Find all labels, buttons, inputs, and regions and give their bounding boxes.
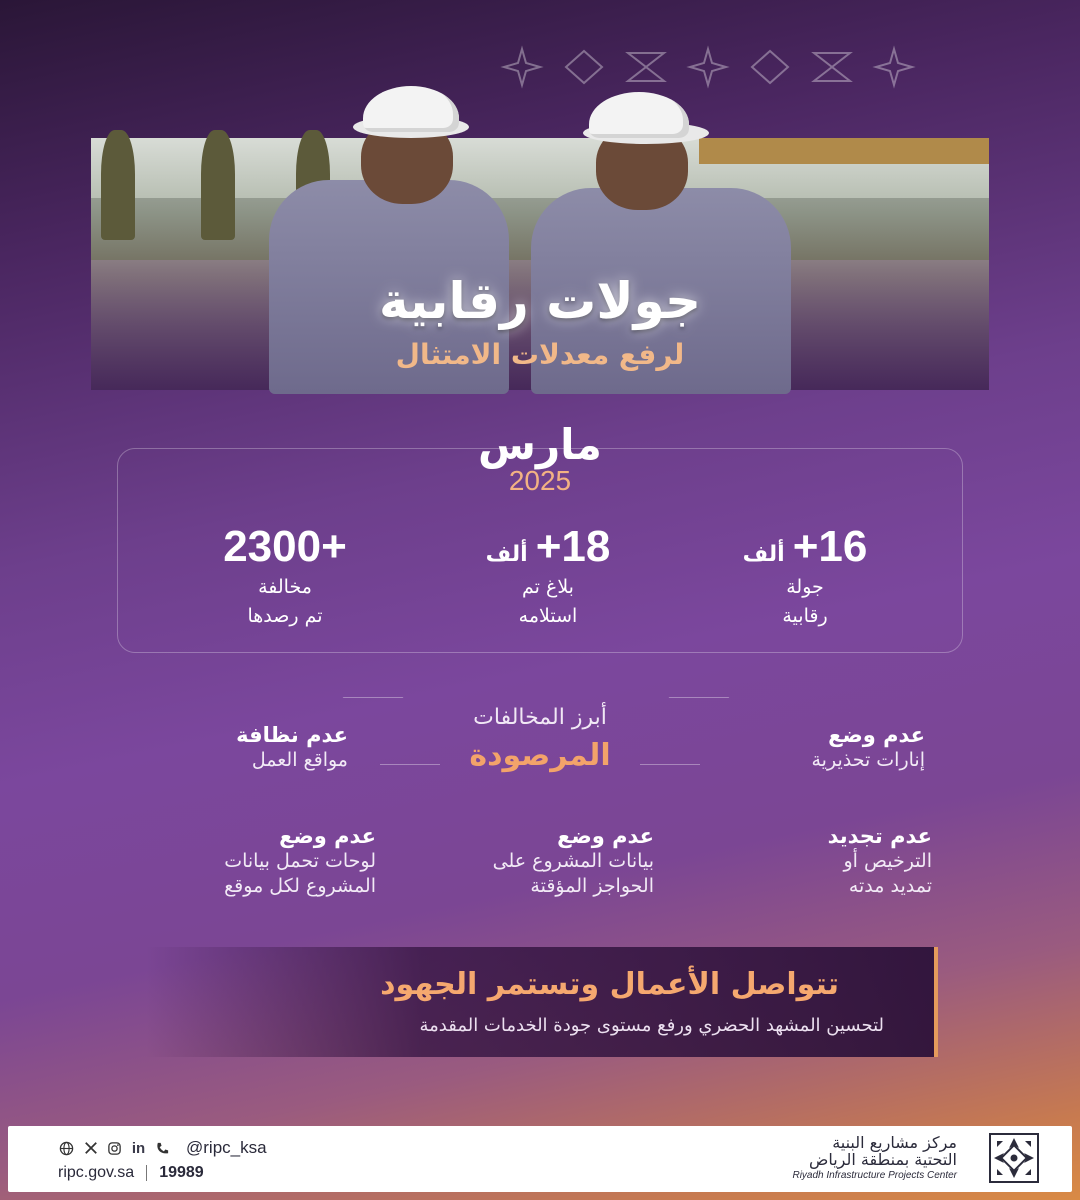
violation-desc: تمديد مدته bbox=[848, 875, 932, 897]
violation-desc: الحواجز المؤقتة bbox=[530, 875, 654, 897]
stat-value: 2300+ bbox=[223, 522, 347, 571]
violations-highlight: المرصودة bbox=[469, 738, 611, 773]
stat-value: +16 bbox=[792, 522, 868, 571]
stat-unit: ألف bbox=[485, 542, 528, 567]
linkedin-icon[interactable]: in bbox=[131, 1139, 146, 1157]
violation-item bbox=[665, 722, 925, 773]
stat-violations-detected bbox=[165, 522, 405, 630]
org-name-en: Riyadh Infrastructure Projects Center bbox=[792, 1170, 957, 1181]
violation-desc: مواقع العمل bbox=[251, 749, 348, 771]
pattern-hourglass-icon bbox=[810, 45, 854, 89]
pattern-diamond-icon bbox=[562, 45, 606, 89]
hero-subtitle: لرفع معدلات الامتثال bbox=[395, 338, 685, 371]
violation-item bbox=[88, 722, 348, 773]
stat-label: مخالفة bbox=[258, 576, 312, 598]
violation-item bbox=[672, 823, 932, 899]
photo-bridge bbox=[699, 138, 989, 164]
violation-desc: لوحات تحمل بيانات bbox=[224, 850, 376, 872]
instagram-icon[interactable] bbox=[106, 1140, 123, 1157]
social-handle[interactable]: @ripc_ksa bbox=[186, 1138, 267, 1157]
pattern-star-icon bbox=[872, 45, 916, 89]
website-link[interactable]: ripc.gov.sa bbox=[58, 1164, 135, 1181]
violation-desc: الترخيص أو bbox=[843, 850, 932, 872]
stat-reports-received bbox=[428, 522, 668, 630]
x-icon[interactable] bbox=[82, 1140, 99, 1157]
violation-desc: المشروع لكل موقع bbox=[224, 875, 376, 897]
stat-label: استلامه bbox=[518, 605, 578, 627]
stat-unit: ألف bbox=[742, 542, 785, 567]
violation-title: عدم وضع bbox=[557, 824, 654, 848]
violations-heading: أبرز المخالفات bbox=[473, 705, 607, 730]
stat-label: رقابية bbox=[782, 605, 828, 627]
stat-label: بلاغ تم bbox=[522, 576, 574, 598]
violation-title: عدم نظافة bbox=[236, 723, 348, 747]
phone-icon[interactable] bbox=[154, 1140, 171, 1157]
violation-title: عدم وضع bbox=[279, 824, 376, 848]
violation-title: عدم وضع bbox=[828, 723, 925, 747]
stat-value: +18 bbox=[535, 522, 611, 571]
violation-title: عدم تجديد bbox=[827, 824, 932, 848]
org-name bbox=[792, 1134, 957, 1181]
banner-title: تتواصل الأعمال وتستمر الجهود bbox=[380, 967, 839, 1002]
period-year: 2025 bbox=[508, 465, 572, 496]
hero-title: جولات رقابية bbox=[378, 272, 702, 330]
social-links bbox=[58, 1138, 267, 1158]
decorative-pattern bbox=[500, 44, 1000, 90]
pattern-star-icon bbox=[500, 45, 544, 89]
closing-banner bbox=[146, 947, 938, 1057]
org-name-ar-line1: مركز مشاريع البنية bbox=[832, 1133, 957, 1152]
stat-label: جولة bbox=[786, 576, 824, 598]
violation-desc: إنارات تحذيرية bbox=[811, 749, 925, 771]
phone-number[interactable]: 19989 bbox=[159, 1164, 204, 1181]
org-name-ar-line2: التحتية بمنطقة الرياض bbox=[808, 1150, 957, 1169]
footer bbox=[8, 1126, 1072, 1192]
violation-desc: بيانات المشروع على bbox=[492, 850, 654, 872]
stat-inspection-rounds bbox=[685, 522, 925, 630]
violation-item bbox=[394, 823, 654, 899]
globe-icon[interactable] bbox=[58, 1140, 75, 1157]
pattern-hourglass-icon bbox=[624, 45, 668, 89]
banner-description: لتحسين المشهد الحضري ورفع مستوى جودة الخدمات المقدمة bbox=[419, 1015, 884, 1036]
hero-photo bbox=[91, 138, 989, 390]
violation-item bbox=[116, 823, 376, 899]
separator bbox=[146, 1165, 147, 1181]
contact-info bbox=[58, 1164, 204, 1182]
period-month: مارس bbox=[478, 420, 602, 469]
photo-tree bbox=[201, 130, 235, 240]
stat-label: تم رصدها bbox=[247, 605, 323, 627]
pattern-diamond-icon bbox=[748, 45, 792, 89]
ripc-logo-icon bbox=[989, 1133, 1039, 1183]
photo-tree bbox=[101, 130, 135, 240]
pattern-star-icon bbox=[686, 45, 730, 89]
